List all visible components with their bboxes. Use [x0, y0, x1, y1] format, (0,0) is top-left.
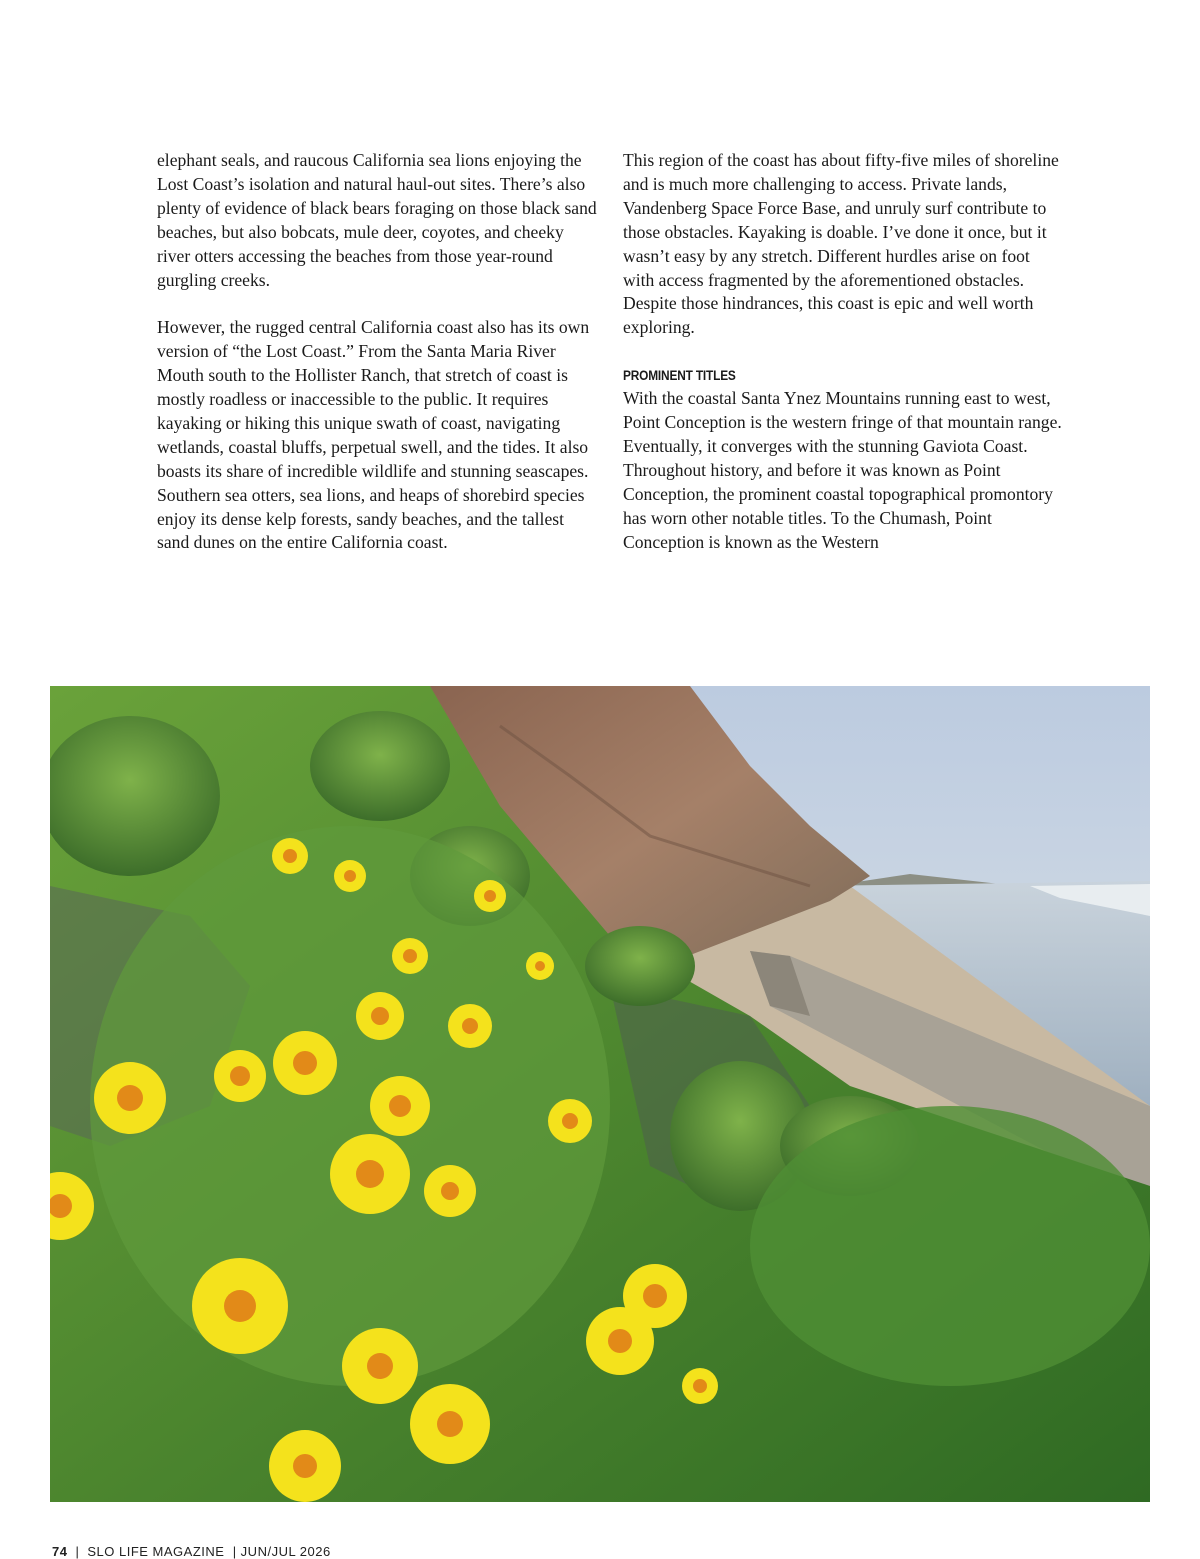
footer-separator: | — [75, 1544, 80, 1559]
page-footer — [52, 1544, 331, 1559]
page-number: 74 — [52, 1544, 68, 1559]
section-subheading: PROMINENT TITLES — [623, 368, 736, 384]
issue-date: | JUN/JUL 2026 — [232, 1544, 331, 1559]
paragraph: elephant seals, and raucous California sea lions enjoying the Lost Coast’s isolation and natural haul-out sites. There’s also plenty of evidence of black bears foraging on those black sand beaches, but also bobcats, mule deer, coyotes, and cheeky river otters accessing the beaches from those year-round gurgling creeks. — [157, 150, 597, 290]
magazine-name: SLO LIFE MAGAZINE — [87, 1544, 225, 1559]
paragraph: Throughout history, and before it was known as Point Conception, the prominent coastal topographical promontory has worn other notable titles. To the Chumash, Point Conception is known as the Western — [623, 459, 1053, 552]
paragraph: This region of the coast has about fifty-five miles of shoreline and is much more challenging to access. Private lands, Vandenberg Space Force Base, and unruly surf contribute to those obstacles. Kayaking is doable. I’ve done it once, but it wasn’t easy by any stretch. Different hurdles arise on foot with access fragmented by the aforementioned obstacles. Despite those hindrances, this coast is epic and well worth exploring. — [623, 150, 1059, 338]
article-column-left — [157, 149, 597, 555]
paragraph: With the coastal Santa Ynez Mountains running east to west, Point Conception is the western fringe of that mountain range. Eventually, it converges with the stunning Gaviota Coast. — [623, 388, 1062, 457]
coastal-wildflower-photo — [50, 686, 1150, 1502]
paragraph: However, the rugged central California coast also has its own version of “the Lost Coast.” From the Santa Maria River Mouth south to the Hollister Ranch, that stretch of coast is mostly roadless or inaccessible to the public. It requires kayaking or hiking this unique swath of coast, navigating wetlands, coastal bluffs, perpetual swell, and the tides. It also boasts its share of incredible wildlife and stunning seascapes. Southern sea otters, sea lions, and heaps of shorebird species enjoy its dense kelp forests, sandy beaches, and the tallest sand dunes on the entire California coast. — [157, 317, 590, 553]
article-column-right — [623, 149, 1063, 555]
